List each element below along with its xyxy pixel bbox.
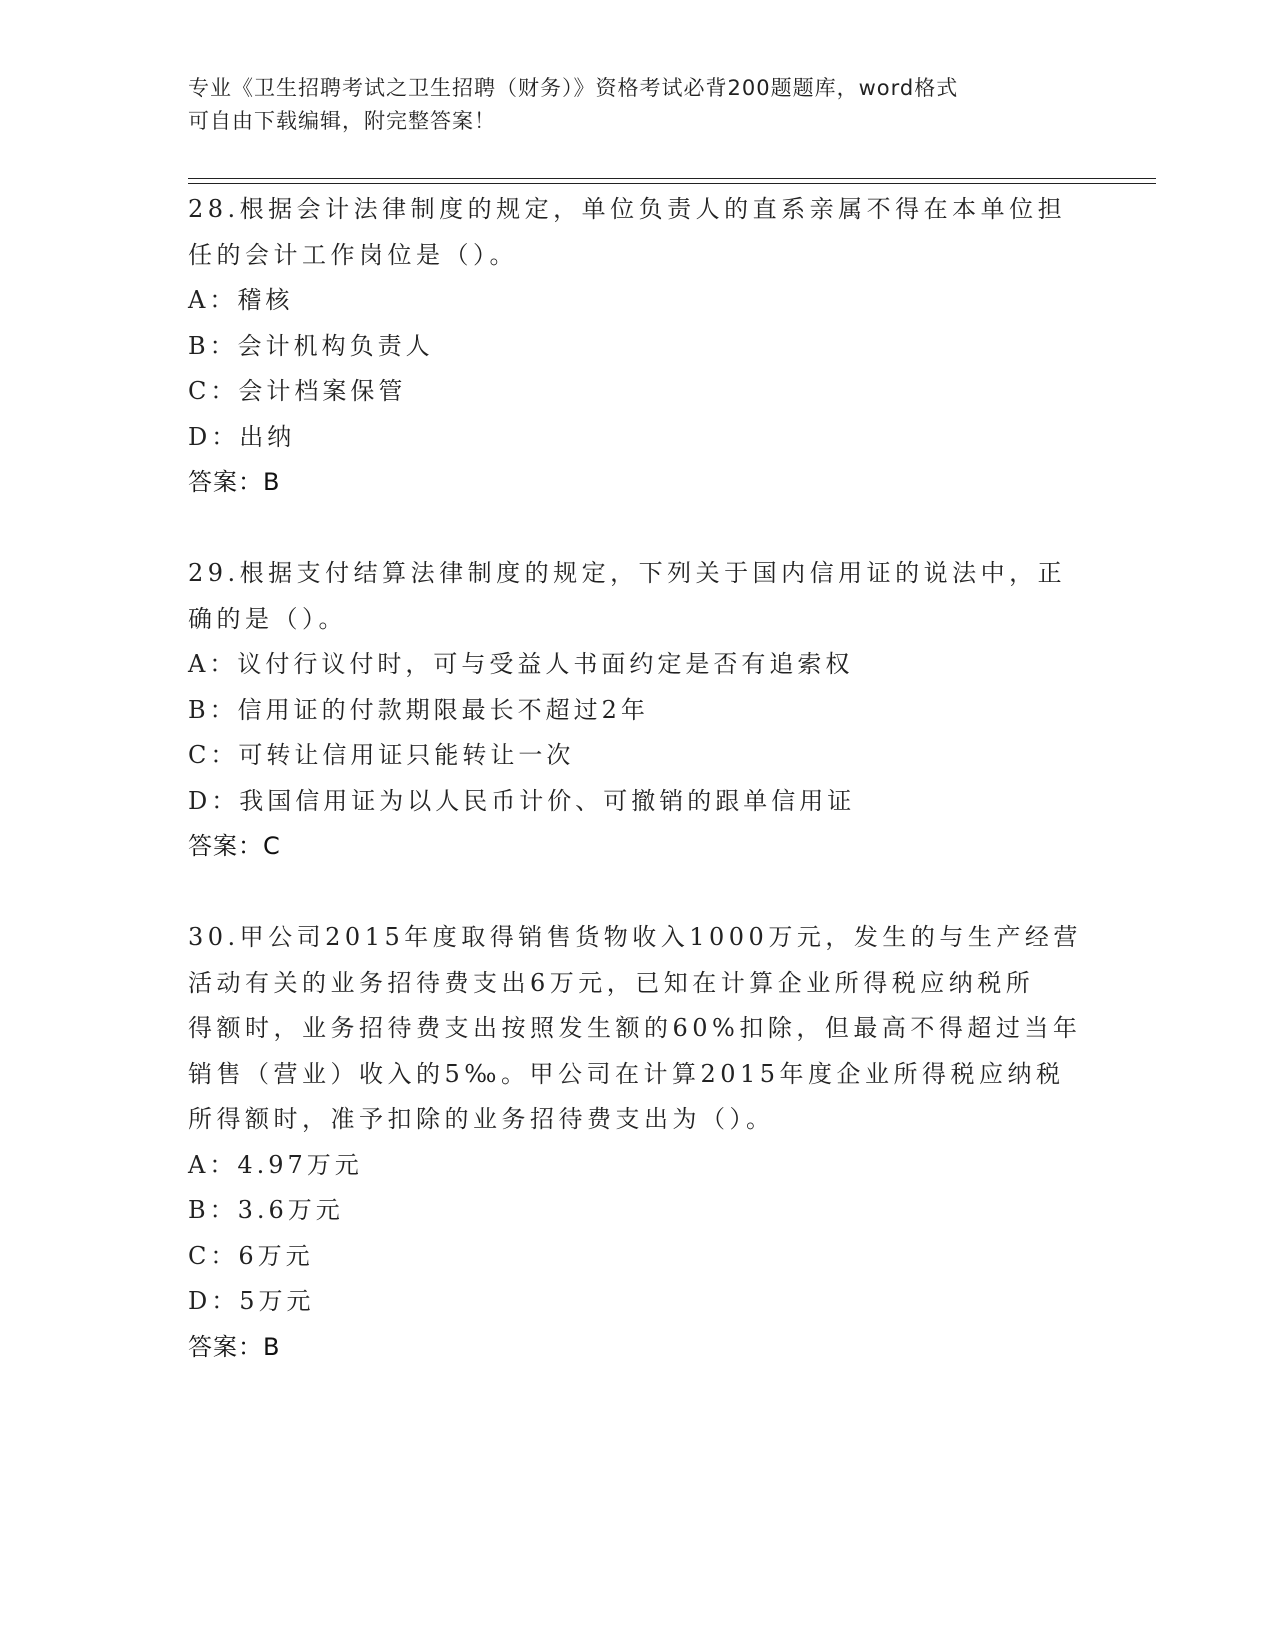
question-stem-line: 所得额时，准予扣除的业务招待费支出为（）。 xyxy=(188,1105,775,1133)
header-line-2: 可自由下载编辑，附完整答案！ xyxy=(188,109,496,133)
question-stem-line: 确的是（）。 xyxy=(188,604,347,633)
question-list xyxy=(188,187,1088,1370)
question-stem-line: 活动有关的业务招待费支出6万元，已知在计算企业所得税应纳税所 xyxy=(188,968,1035,997)
option-a: A：4.97万元 xyxy=(188,1150,363,1179)
question-stem-line: 得额时，业务招待费支出按照发生额的60%扣除，但最高不得超过当年 xyxy=(188,1014,1082,1042)
option-c: C：6万元 xyxy=(188,1241,314,1270)
answer-line: 答案：B xyxy=(188,1332,281,1361)
question-spacer xyxy=(188,506,1088,552)
question-stem-line: 29.根据支付结算法律制度的规定，下列关于国内信用证的说法中，正 xyxy=(188,559,1067,587)
option-a: A：议付行议付时，可与受益人书面约定是否有追索权 xyxy=(188,650,854,678)
option-a: A：稽核 xyxy=(188,286,294,314)
question-28 xyxy=(188,187,1088,506)
option-c: C：会计档案保管 xyxy=(188,377,407,405)
question-30 xyxy=(188,915,1088,1370)
option-b: B：3.6万元 xyxy=(188,1196,344,1224)
document-header xyxy=(188,72,1088,138)
header-divider-top xyxy=(188,178,1156,179)
option-b: B：会计机构负责人 xyxy=(188,331,434,360)
question-stem-line: 销售（营业）收入的5‰。甲公司在计算2015年度企业所得税应纳税 xyxy=(188,1059,1065,1088)
option-b: B：信用证的付款期限最长不超过2年 xyxy=(188,695,649,724)
answer-line: 答案：C xyxy=(188,832,281,860)
question-stem-line: 任的会计工作岗位是（）。 xyxy=(188,240,518,269)
header-divider-bottom xyxy=(188,183,1156,184)
question-29 xyxy=(188,551,1088,870)
answer-line: 答案：B xyxy=(188,468,281,496)
option-d: D：5万元 xyxy=(188,1287,315,1315)
option-d: D：出纳 xyxy=(188,422,296,451)
question-stem-line: 28.根据会计法律制度的规定，单位负责人的直系亲属不得在本单位担 xyxy=(188,195,1067,223)
question-stem-line: 30.甲公司2015年度取得销售货物收入1000万元，发生的与生产经营 xyxy=(188,923,1082,951)
header-line-1: 专业《卫生招聘考试之卫生招聘（财务）》资格考试必背200题题库，word格式 xyxy=(188,76,959,100)
question-spacer xyxy=(188,870,1088,916)
option-c: C：可转让信用证只能转让一次 xyxy=(188,741,575,769)
option-d: D：我国信用证为以人民币计价、可撤销的跟单信用证 xyxy=(188,786,856,815)
